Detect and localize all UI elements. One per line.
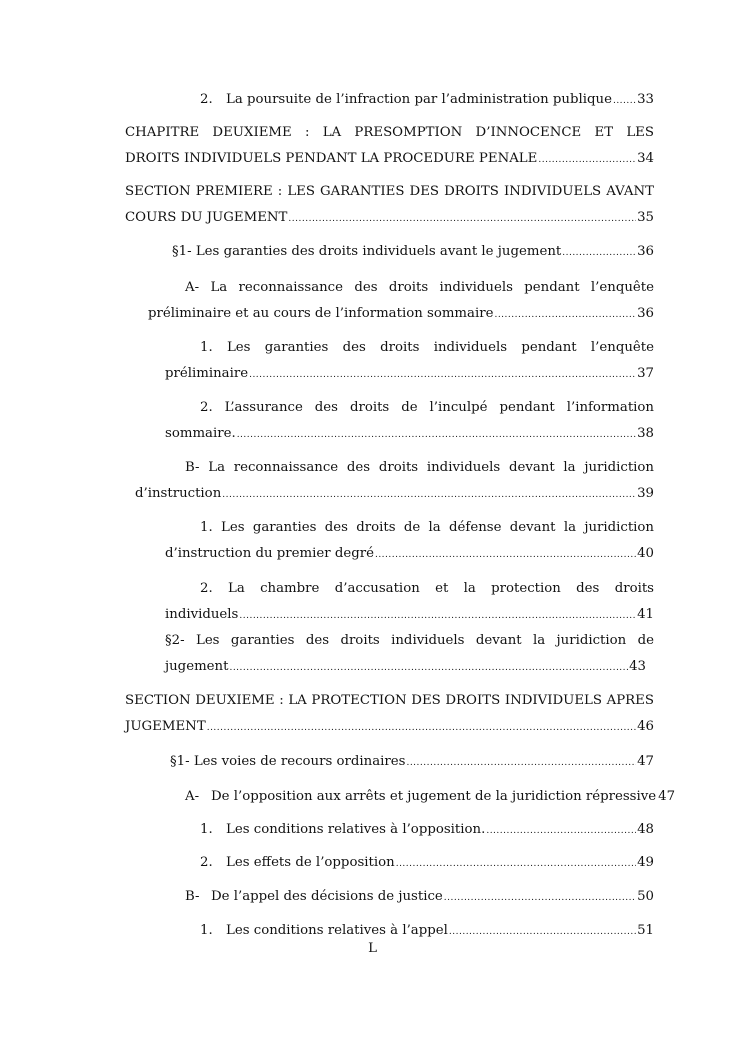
entry-page: 41 [637,607,654,622]
leader-dots [486,818,636,844]
toc-entry [135,455,654,507]
entry-page: 46 [637,719,654,734]
leader-dots [222,482,636,508]
toc-entry [172,239,654,265]
leader-dots [444,885,636,911]
entry-title: individuels [165,607,239,622]
entry-page: 40 [637,546,654,561]
toc-entry [125,688,654,740]
leader-dots [406,750,636,776]
entry-number: 2. [200,855,213,870]
entry-number: 2. [200,92,213,107]
entry-page: 39 [637,486,654,501]
entry-number: 1. [200,822,213,837]
leader-dots [237,422,636,448]
entry-page: 47 [658,789,676,804]
entry-title: Les conditions relatives à l’opposition. [226,822,486,837]
toc-entry [185,884,654,910]
entry-title: d’instruction du premier degré [165,546,374,561]
entry-title: préliminaire et au cours de l’information sommaire [148,306,494,321]
leader-dots [494,302,636,328]
toc-entry [170,749,654,775]
entry-title-line: 2. L’assurance des droits de l’inculpé pendant l’information [200,400,654,415]
entry-number: B- [185,889,200,904]
entry-title: sommaire. [165,426,236,441]
entry-title: Les conditions relatives à l’appel [226,923,448,938]
entry-number: A- [185,789,200,804]
entry-title: préliminaire [165,366,249,381]
leader-dots [375,542,636,568]
entry-title: COURS DU JUGEMENT [125,210,288,225]
entry-title-line: SECTION DEUXIEME : LA PROTECTION DES DROITS INDIVIDUELS APRES [125,693,654,708]
entry-title-line: 1. Les garanties des droits de la défense devant la juridiction [200,520,654,535]
toc-entry [125,179,654,231]
toc-entry [165,576,654,628]
page-number: L [368,941,377,956]
entry-page: 36 [637,244,654,259]
entry-title: d’instruction [135,486,222,501]
toc-entry [200,87,654,113]
entry-page: 49 [637,855,654,870]
entry-title: Les effets de l’opposition [226,855,395,870]
entry-page: 48 [637,822,654,837]
toc-entry [200,850,654,876]
leader-dots [207,715,636,741]
toc-entry [165,335,654,387]
toc-entry [148,275,654,327]
entry-page: 36 [637,306,654,321]
entry-number: 1. [200,923,213,938]
entry-title: De l’opposition aux arrêts et jugement de la juridiction répressive [211,789,657,804]
entry-title: DROITS INDIVIDUELS PENDANT LA PROCEDURE PENALE [125,151,538,166]
entry-page: 34 [637,151,654,166]
leader-dots [396,851,636,877]
entry-title-line: B- La reconnaissance des droits individuels devant la juridiction [185,460,654,475]
toc-entry [165,395,654,447]
entry-page: 37 [637,366,654,381]
entry-page: 47 [637,754,654,769]
entry-page: 51 [637,923,654,938]
entry-title-line: §2- Les garanties des droits individuels devant la juridiction de [165,633,654,648]
entry-page: 38 [637,426,654,441]
toc-entry [200,817,654,843]
leader-dots [613,88,636,114]
entry-title-line: 1. Les garanties des droits individuels pendant l’enquête [200,340,654,355]
entry-title: §1- Les voies de recours ordinaires [170,754,406,769]
leader-dots [229,655,628,681]
leader-dots [538,147,636,173]
entry-title-line: CHAPITRE DEUXIEME : LA PRESOMPTION D’INNOCENCE ET LES [125,125,654,140]
entry-page: 50 [637,889,654,904]
entry-page: 33 [637,92,654,107]
leader-dots [249,362,636,388]
leader-dots [288,206,636,232]
entry-title-line: 2. La chambre d’accusation et la protection des droits [200,581,654,596]
toc-entry [185,784,676,810]
entry-page: 43 [629,659,646,674]
toc-entry [165,628,654,680]
entry-page: 35 [637,210,654,225]
toc-entry [125,120,654,172]
leader-dots [239,603,636,629]
entry-title: §1- Les garanties des droits individuels avant le jugement [172,244,562,259]
entry-title: De l’appel des décisions de justice [211,889,443,904]
entry-title: jugement [165,659,229,674]
leader-dots [562,240,636,266]
entry-title-line: SECTION PREMIERE : LES GARANTIES DES DROITS INDIVIDUELS AVANT [125,184,654,199]
toc-entry [165,515,654,567]
entry-title: JUGEMENT [125,719,206,734]
entry-title-line: A- La reconnaissance des droits individuels pendant l’enquête [185,280,654,295]
entry-title: La poursuite de l’infraction par l’administration publique [226,92,612,107]
